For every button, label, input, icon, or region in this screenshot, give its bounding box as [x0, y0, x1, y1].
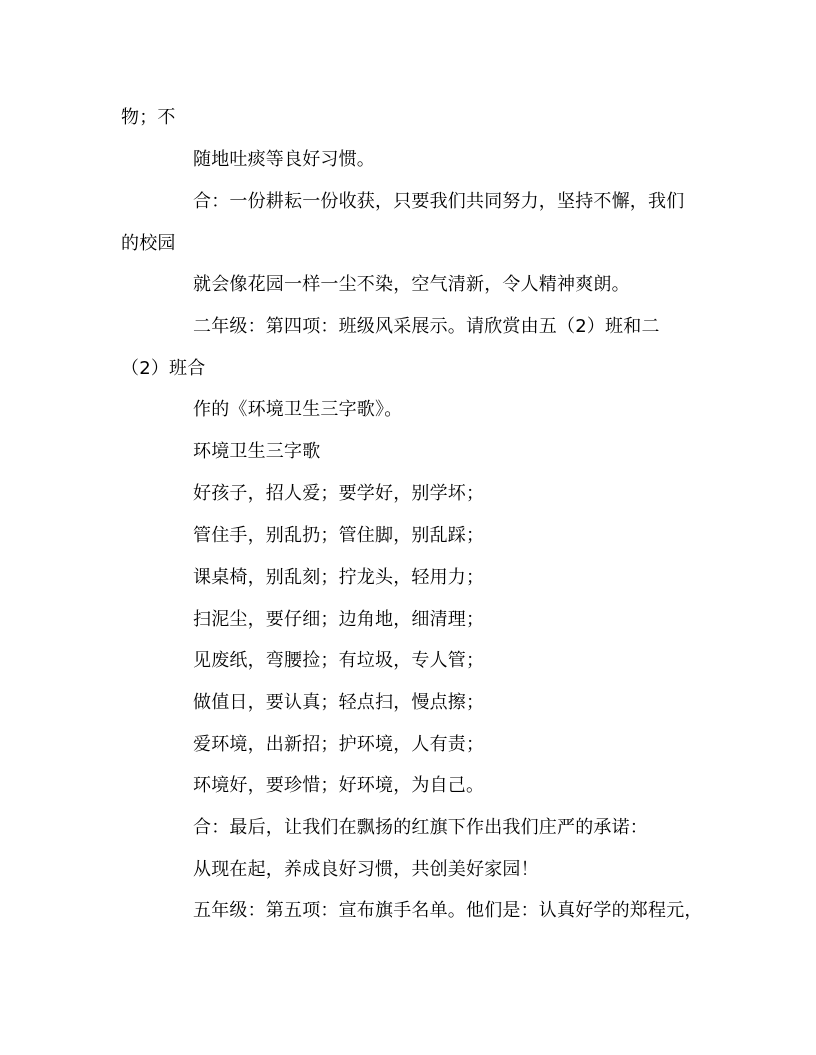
song-title: 环境卫生三字歌 [193, 441, 321, 462]
song-verse-line: 好孩子，招人爱；要学好，别学坏； [193, 483, 485, 504]
text-line: 物；不 [121, 107, 176, 128]
text-line: 随地吐痰等良好习惯。 [193, 149, 375, 170]
song-verse-line: 管住手，别乱扔；管住脚，别乱踩； [193, 525, 485, 546]
text-line: 作的《环境卫生三字歌》。 [193, 399, 403, 420]
text-line: 从现在起，养成良好习惯，共创美好家园！ [193, 859, 539, 880]
text-line: 就会像花园一样一尘不染，空气清新，令人精神爽朗。 [193, 274, 630, 295]
text-line: （2）班合 [121, 358, 206, 379]
song-verse-line: 课桌椅，别乱刻；拧龙头，轻用力； [193, 567, 485, 588]
text-line: 合：一份耕耘一份收获，只要我们共同努力，坚持不懈，我们 [193, 191, 685, 212]
song-verse-line: 见废纸，弯腰捡；有垃圾，专人管； [193, 650, 485, 671]
text-line: 二年级：第四项：班级风采展示。请欣赏由五（2）班和二 [193, 316, 660, 337]
text-line: 五年级：第五项：宣布旗手名单。他们是：认真好学的郑程元， [193, 900, 703, 921]
song-verse-line: 做值日，要认真；轻点扫，慢点擦； [193, 692, 485, 713]
text-line: 合：最后，让我们在飘扬的红旗下作出我们庄严的承诺： [193, 817, 648, 838]
song-verse-line: 爱环境，出新招；护环境，人有责； [193, 734, 485, 755]
song-verse-line: 扫泥尘，要仔细；边角地，细清理； [193, 609, 485, 630]
song-verse-line: 环境好，要珍惜；好环境，为自己。 [193, 775, 485, 796]
text-line: 的校园 [121, 233, 176, 254]
